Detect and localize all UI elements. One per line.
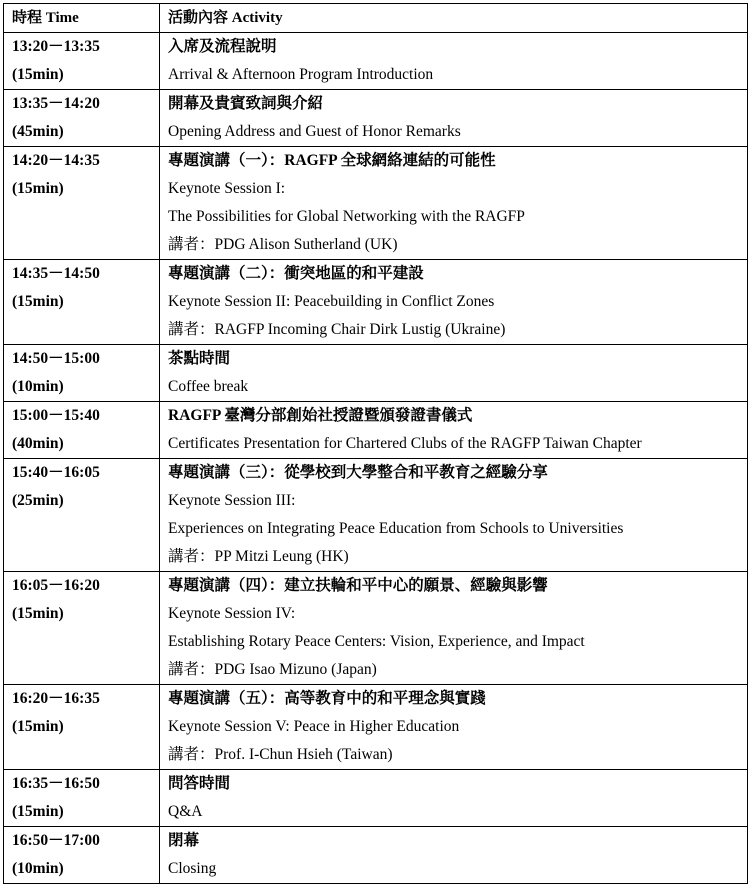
activity-line: 講者：Prof. I-Chun Hsieh (Taiwan) (168, 746, 393, 763)
schedule-row (4, 147, 748, 260)
activity-title: 專題演講（一）：RAGFP 全球網絡連結的可能性 (168, 152, 496, 169)
time-cell (4, 572, 160, 685)
activity-line: 講者：RAGFP Incoming Chair Dirk Lustig (Ukraine) (168, 321, 506, 338)
activity-cell (160, 827, 748, 884)
activity-line: Coffee break (168, 378, 249, 395)
activity-title: 問答時間 (168, 775, 231, 792)
activity-title: 專題演講（五）：高等教育中的和平理念與實踐 (168, 690, 486, 707)
activity-title: 開幕及貴賓致詞與介紹 (168, 95, 324, 112)
activity-line: 講者：PDG Isao Mizuno (Japan) (168, 661, 377, 678)
activity-cell (160, 572, 748, 685)
activity-line: Establishing Rotary Peace Centers: Vision, Experience, and Impact (168, 633, 585, 650)
time-cell (4, 147, 160, 260)
schedule-table (3, 3, 748, 884)
duration: (15min) (12, 718, 64, 735)
duration: (15min) (12, 293, 64, 310)
schedule-row (4, 33, 748, 90)
time-range: 16:20－16:35 (12, 690, 100, 707)
activity-title: 閉幕 (168, 832, 200, 849)
activity-line: Keynote Session II: Peacebuilding in Conflict Zones (168, 293, 495, 310)
schedule-row (4, 770, 748, 827)
activity-line: Q&A (168, 803, 203, 820)
activity-line: Opening Address and Guest of Honor Remarks (168, 123, 461, 140)
activity-title: 專題演講（三）：從學校到大學整合和平教育之經驗分享 (168, 464, 548, 481)
activity-cell (160, 770, 748, 827)
activity-title: 專題演講（四）：建立扶輪和平中心的願景、經驗與影響 (168, 577, 548, 594)
activity-title: 專題演講（二）：衝突地區的和平建設 (168, 265, 424, 282)
duration: (15min) (12, 180, 64, 197)
activity-line: 講者：PP Mitzi Leung (HK) (168, 548, 349, 565)
activity-line: Keynote Session I: (168, 180, 286, 197)
activity-line: Closing (168, 860, 217, 877)
time-range: 13:35－14:20 (12, 95, 100, 112)
activity-cell (160, 147, 748, 260)
time-range: 16:35－16:50 (12, 775, 100, 792)
header-activity: 活動內容 Activity (160, 4, 748, 33)
time-range: 15:00－15:40 (12, 407, 100, 424)
time-range: 16:05－16:20 (12, 577, 100, 594)
schedule-row (4, 827, 748, 884)
time-cell (4, 33, 160, 90)
time-cell (4, 685, 160, 770)
activity-line: Keynote Session III: (168, 492, 296, 509)
activity-cell (160, 459, 748, 572)
activity-cell (160, 33, 748, 90)
schedule-body (4, 4, 748, 884)
duration: (15min) (12, 66, 64, 83)
schedule-row (4, 685, 748, 770)
duration: (15min) (12, 803, 64, 820)
time-range: 14:35－14:50 (12, 265, 100, 282)
duration: (15min) (12, 605, 64, 622)
schedule-row (4, 572, 748, 685)
schedule-row (4, 459, 748, 572)
schedule-row (4, 345, 748, 402)
time-range: 15:40－16:05 (12, 464, 100, 481)
activity-cell (160, 260, 748, 345)
time-cell (4, 770, 160, 827)
time-range: 14:50－15:00 (12, 350, 100, 367)
schedule-row (4, 260, 748, 345)
time-cell (4, 90, 160, 147)
schedule-row (4, 402, 748, 459)
activity-line: Keynote Session V: Peace in Higher Education (168, 718, 460, 735)
activity-line: Experiences on Integrating Peace Education from Schools to Universities (168, 520, 624, 537)
time-range: 16:50－17:00 (12, 832, 100, 849)
activity-line: Certificates Presentation for Chartered Clubs of the RAGFP Taiwan Chapter (168, 435, 642, 452)
time-cell (4, 402, 160, 459)
activity-cell (160, 685, 748, 770)
activity-line: The Possibilities for Global Networking with the RAGFP (168, 208, 525, 225)
activity-line: Arrival & Afternoon Program Introduction (168, 66, 434, 83)
duration: (45min) (12, 123, 64, 140)
duration: (25min) (12, 492, 64, 509)
activity-line: 講者：PDG Alison Sutherland (UK) (168, 236, 398, 253)
time-cell (4, 260, 160, 345)
activity-cell (160, 90, 748, 147)
duration: (40min) (12, 435, 64, 452)
activity-cell (160, 402, 748, 459)
activity-title: RAGFP 臺灣分部創始社授證暨頒發證書儀式 (168, 407, 473, 424)
activity-title: 茶點時間 (168, 350, 231, 367)
header-row (4, 4, 748, 33)
time-range: 13:20－13:35 (12, 38, 100, 55)
schedule-row (4, 90, 748, 147)
time-cell (4, 345, 160, 402)
duration: (10min) (12, 378, 64, 395)
activity-title: 入席及流程說明 (168, 38, 277, 55)
activity-line: Keynote Session IV: (168, 605, 296, 622)
duration: (10min) (12, 860, 64, 877)
time-cell (4, 827, 160, 884)
header-time: 時程 Time (4, 4, 160, 33)
time-cell (4, 459, 160, 572)
time-range: 14:20－14:35 (12, 152, 100, 169)
activity-cell (160, 345, 748, 402)
